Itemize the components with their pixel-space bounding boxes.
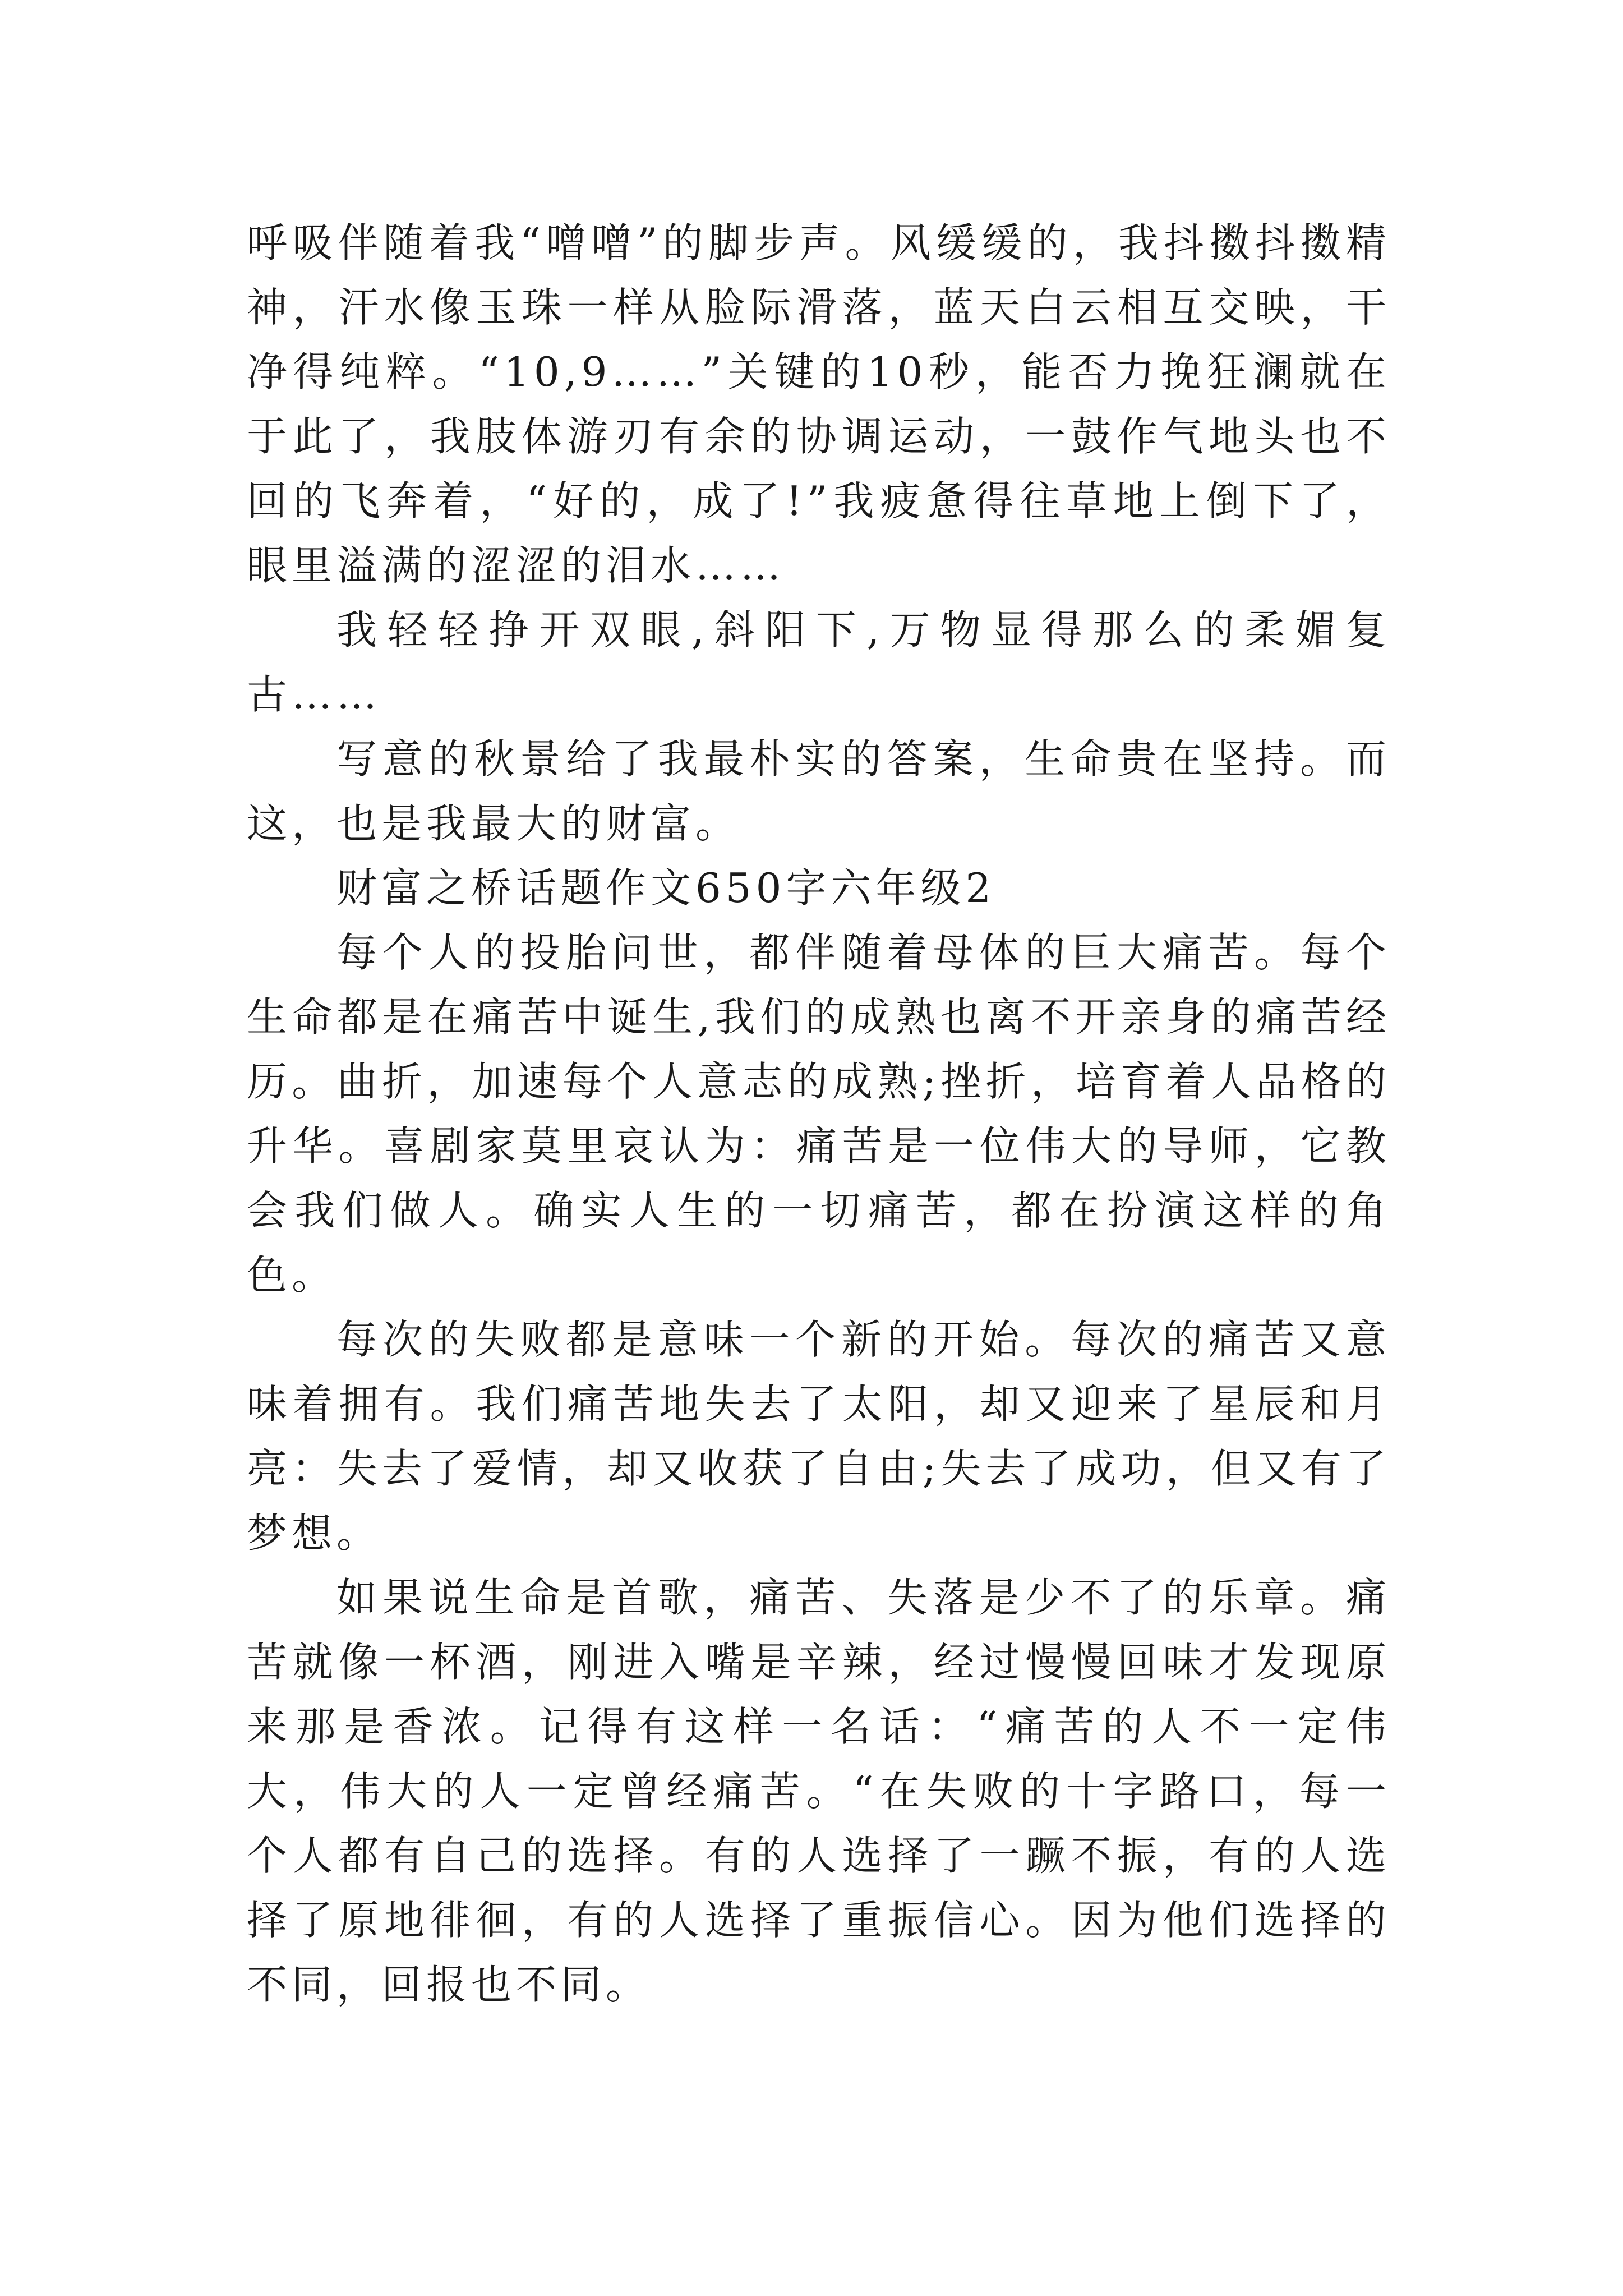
paragraph-4: 每个人的投胎问世，都伴随着母体的巨大痛苦。每个生命都是在痛苦中诞生,我们的成熟也离不开亲身的痛苦经历。曲折，加速每个人意志的成熟;挫折，培育着人品格的升华。喜剧家莫里哀认为：痛苦是一位伟大的导师，它教会我们做人。确实人生的一切痛苦，都在扮演这样的角色。	[247, 929, 1391, 1299]
paragraph-3: 写意的秋景给了我最朴实的答案，生命贵在坚持。而这，也是我最大的财富。	[247, 735, 1391, 847]
paragraph-6: 如果说生命是首歌，痛苦、失落是少不了的乐章。痛苦就像一杯酒，刚进入嘴是辛辣，经过慢慢回味才发现原来那是香浓。记得有这样一名话：“痛苦的人不一定伟大，伟大的人一定曾经痛苦。“在失败的十字路口，每一个人都有自己的选择。有的人选择了一蹶不振，有的人选择了原地徘徊，有的人选择了重振信心。因为他们选择的不同，回报也不同。	[247, 1574, 1391, 2008]
section-heading: 财富之桥话题作文650字六年级2	[336, 864, 996, 912]
paragraph-5: 每次的失败都是意味一个新的开始。每次的痛苦又意味着拥有。我们痛苦地失去了太阳，却又迎来了星辰和月亮：失去了爱情，却又收获了自由;失去了成功，但又有了梦想。	[247, 1316, 1391, 1557]
paragraph-2: 我轻轻挣开双眼,斜阳下,万物显得那么的柔媚复古……	[247, 606, 1391, 718]
document-body	[247, 211, 1391, 2017]
paragraph-1: 呼吸伴随着我“噌噌”的脚步声。风缓缓的，我抖擞抖擞精神，汗水像玉珠一样从脸际滑落，蓝天白云相互交映，干净得纯粹。“10,9……”关键的10秒，能否力挽狂澜就在于此了，我肢体游刃有余的协调运动，一鼓作气地头也不回的飞奔着，“好的，成了!”我疲惫得往草地上倒下了，眼里溢满的涩涩的泪水……	[247, 219, 1391, 589]
